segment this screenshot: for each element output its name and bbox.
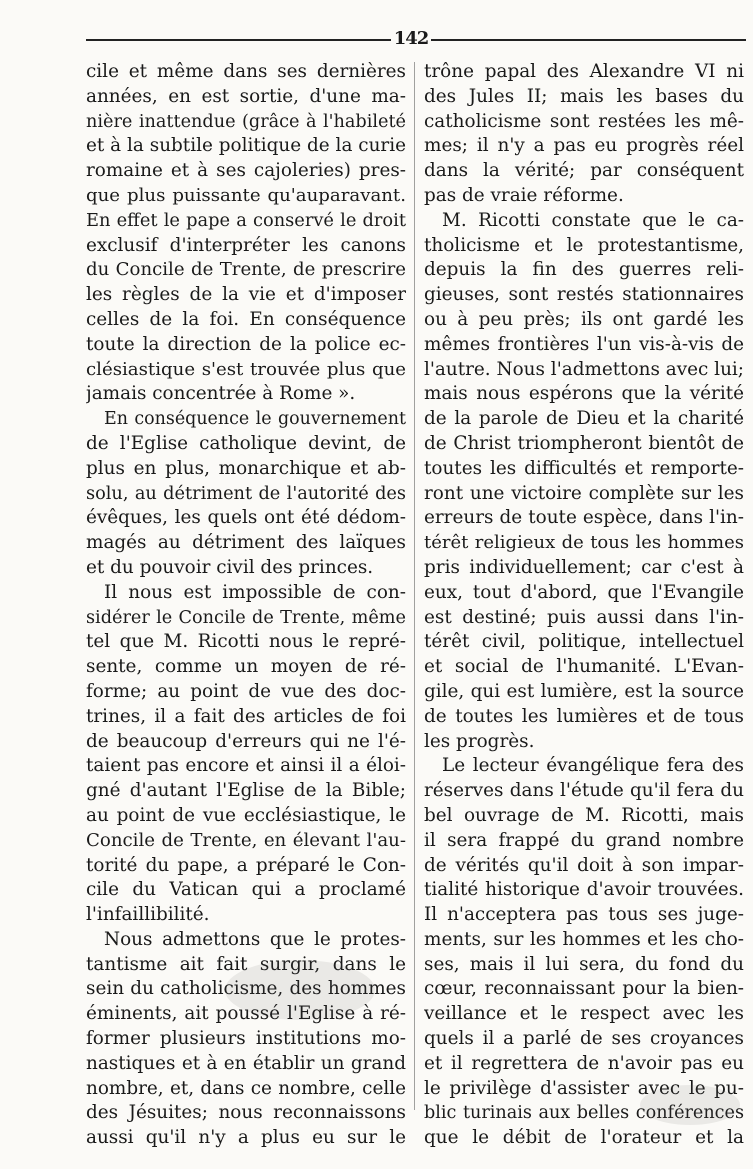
text-line: années, en est sortie, d'une ma- [86,85,406,107]
text-line: toute la direction de la police ec- [86,333,406,355]
text-line: de vérités qu'il doit à son impar- [424,854,744,876]
text-line: tantisme ait fait surgir, dans le [86,953,406,975]
text-line: gile, qui est lumière, est la source [424,680,744,702]
text-line: de beaucoup d'erreurs qui ne l'é- [86,730,406,752]
text-line: clésiastique s'est trouvée plus que [86,358,406,380]
text-line: nière inattendue (grâce à l'habileté [86,111,406,132]
text-line: de la parole de Dieu et la charité [424,408,744,430]
text-line: de Christ triompheront bientôt de [424,432,744,454]
text-line: veillance et le respect avec les [424,1003,744,1025]
text-line: ront une victoire complète sur les [424,482,744,504]
text-line: ses, mais il lui sera, du fond du [424,953,744,975]
column-divider [414,62,415,1110]
text-line: il sera frappé du grand nombre [424,829,744,851]
text-line: gné d'autant l'Eglise de la Bible; [86,780,406,802]
text-line: former plusieurs institutions mo- [86,1028,406,1050]
text-line: du Concile de Trente, de prescrire [86,259,406,281]
text-line: nastiques et à en établir un grand [86,1052,406,1074]
text-line: de l'Eglise catholique devint, de [86,432,406,454]
text-line: des Jules II; mais les bases du [424,85,744,107]
text-line: mais nous espérons que la vérité [424,383,744,405]
text-line: Nous admettons que le protes- [104,928,406,950]
text-line: sidérer le Concile de Trente, même [86,607,406,628]
text-line: magés au détriment des laïques [86,532,406,554]
text-line: sente, comme un moyen de ré- [86,656,406,678]
text-line: térêt religieux de tous les hommes [424,532,744,554]
text-line: et social de l'humanité. L'Evan- [424,656,744,678]
text-line: l'autre. Nous l'admettons avec lui; [424,358,744,380]
text-line: nombre, et, dans ce nombre, celle [86,1077,406,1099]
text-line: tialité historique d'avoir trouvées. [424,879,744,901]
text-line: que plus puissante qu'auparavant. [86,184,406,206]
text-line: et à la subtile politique de la curie [86,135,406,157]
text-line: romaine et à ses cajoleries) pres- [86,160,406,182]
text-line: pris individuellement; car c'est à [424,556,744,578]
text-line: des Jésuites; nous reconnaissons [86,1102,406,1124]
text-line: ou à peu près; ils ont gardé les [424,308,744,330]
text-line: au point de vue ecclésiastique, le [86,804,406,826]
text-line: ments, sur les hommes et les cho- [424,928,744,950]
text-line: solu, au détriment de l'autorité des [86,483,406,504]
text-line: eux, tout d'abord, que l'Evangile [424,581,744,603]
text-line: que le débit de l'orateur et la [424,1127,744,1149]
print-smudge [225,960,375,1020]
text-line: Le lecteur évangélique fera des [442,755,744,777]
text-line: celles de la foi. En conséquence [86,308,406,330]
text-line: de toutes les lumières et de tous [424,705,744,727]
text-line: térêt civil, politique, intellectuel [424,631,744,653]
text-line: l'infaillibilité. [86,904,210,926]
text-line: taient pas encore et ainsi il a éloi- [86,755,406,777]
text-line: Il nous est impossible de con- [104,581,406,603]
text-line: gieuses, sont restés stationnaires [424,284,744,306]
text-line: tholicisme et le protestantisme, [424,234,744,256]
page-number: 142 [393,28,429,49]
text-line: En conséquence le gouvernement [104,409,406,430]
text-line: toutes les difficultés et remporte- [424,457,744,479]
text-line: cile et même dans ses dernières [86,61,406,82]
text-line: depuis la fin des guerres reli- [424,259,744,281]
print-smudge [640,1085,740,1125]
text-line: évêques, les quels ont été dédom- [86,507,406,529]
text-line: En effet le pape a conservé le droit [86,209,406,231]
text-line: erreurs de toute espèce, dans l'in- [424,507,744,529]
right-text-column [424,60,744,1151]
text-line: torité du pape, a préparé le Con- [86,854,406,876]
text-line: forme; au point de vue des doc- [86,680,406,702]
text-line: Concile de Trente, en élevant l'au- [86,829,406,851]
text-line: cile du Vatican qui a proclamé [86,879,406,901]
text-line: bel ouvrage de M. Ricotti, mais [424,804,744,826]
text-line: cœur, reconnaissant pour la bien- [424,978,744,1000]
text-line: trines, il a fait des articles de foi [86,705,406,727]
text-line: éminents, ait poussé l'Eglise à ré- [86,1003,406,1025]
text-line: les règles de la vie et d'imposer [86,284,406,306]
text-line: M. Ricotti constate que le ca- [442,209,744,231]
text-line: sein du catholicisme, des hommes [86,978,406,1000]
text-line: exclusif d'interpréter les canons [86,234,406,256]
text-line: jamais concentrée à Rome ». [86,383,356,405]
text-line: mêmes frontières l'un vis-à-vis de [424,333,744,355]
text-line: plus en plus, monarchique et ab- [86,457,406,479]
text-line: aussi qu'il n'y a plus eu sur le [86,1127,406,1149]
text-line: catholicisme sont restées les mê- [424,110,744,132]
header-rule-right [431,39,746,41]
text-line: dans la vérité; par conséquent [424,160,744,182]
text-line: réserves dans l'étude qu'il fera du [424,780,744,802]
text-line: est destiné; puis aussi dans l'in- [424,606,744,628]
text-line: et du pouvoir civil des princes. [86,556,374,578]
text-line: trône papal des Alexandre VI ni [424,61,744,82]
text-line: quels il a parlé de ses croyances [424,1028,744,1050]
text-line: blic turinais aux belles conférences [424,1103,744,1124]
text-line: Il n'acceptera pas tous ses juge- [424,904,744,926]
header-rule-left [86,39,391,41]
text-line: tel que M. Ricotti nous le repré- [86,631,406,653]
text-line: les progrès. [424,730,535,752]
text-line: pas de vraie réforme. [424,184,624,206]
text-line: le privilège d'assister avec le pu- [424,1077,744,1099]
text-line: et il regrettera de n'avoir pas eu [424,1052,744,1074]
text-line: mes; il n'y a pas eu progrès réel [424,135,744,157]
page-header [86,26,746,49]
